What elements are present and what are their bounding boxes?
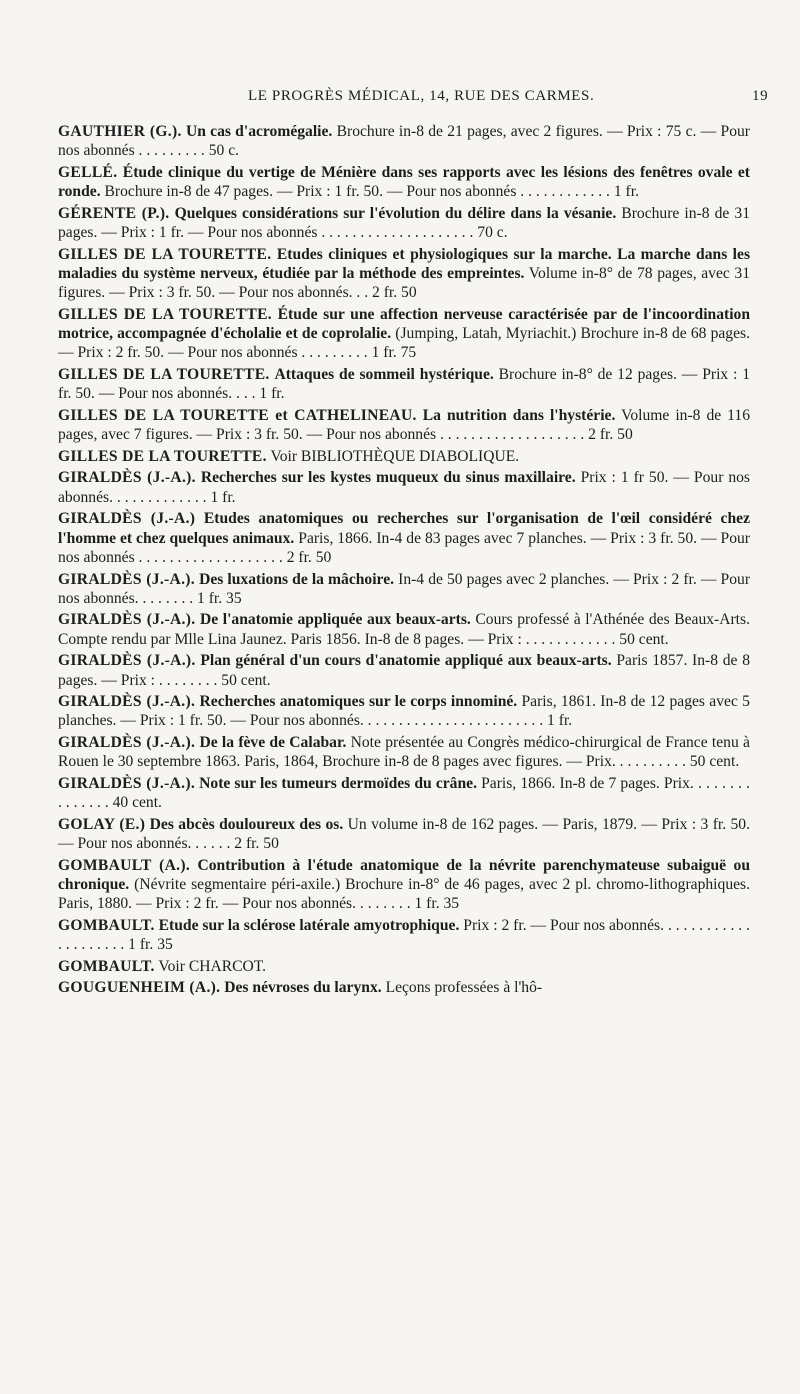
entry-title: Des abcès douloureux des os. bbox=[149, 815, 344, 833]
entry-title: La nutrition dans l'hystérie. bbox=[422, 406, 616, 424]
catalog-entry bbox=[58, 204, 750, 243]
entry-details: Prix : 1 fr 50. — Pour nos abonnés. . . . . . . . . . . . . 1 fr. bbox=[58, 469, 751, 506]
catalog-entry bbox=[58, 856, 750, 914]
entry-author: GÉRENTE (P.). bbox=[58, 204, 170, 222]
entry-title: Quelques considérations sur l'évolution du délire dans la vésanie. bbox=[174, 204, 617, 222]
catalog-entry bbox=[58, 610, 750, 649]
catalog-entry bbox=[58, 774, 750, 813]
catalog-entry bbox=[58, 916, 750, 955]
entry-title: Etudes anatomiques ou recherches sur l'organisation de l'œil considéré chez l'homme et chez quelques animaux. bbox=[58, 510, 750, 547]
entry-title: Etudes cliniques et physiologiques sur la marche. La marche dans les maladies du système nerveux, étudiée par la méthode des empreintes. bbox=[58, 245, 751, 282]
entry-author: GIRALDÈS (J.-A.). bbox=[58, 774, 196, 792]
entry-details: Paris 1857. In-8 de 8 pages. — Prix : . . . . . . . . 50 cent. bbox=[58, 652, 751, 689]
entry-details: Paris, 1866. In-8 de 7 pages. Prix. . . . . . . . . . . . . . . 40 cent. bbox=[58, 774, 750, 812]
entry-details: Cours professé à l'Athénée des Beaux-Arts. Compte rendu par Mlle Lina Jaunez. Paris 1856. In-8 de 8 pages. — Prix : . . . . . . . . . . . . 50 cent. bbox=[58, 611, 750, 648]
running-header bbox=[0, 86, 800, 110]
entry-details: Un volume in-8 de 162 pages. — Paris, 1879. — Prix : 3 fr. 50. — Pour nos abonnés. . . . . . 2 fr. 50 bbox=[58, 815, 751, 853]
entry-details: Voir BIBLIOTHÈQUE DIABOLIQUE. bbox=[270, 447, 520, 465]
entry-details: In-4 de 50 pages avec 2 planches. — Prix : 2 fr. — Pour nos abonnés. . . . . . . . 1 fr. 35 bbox=[58, 570, 751, 607]
entry-title: Note sur les tumeurs dermoïdes du crâne. bbox=[199, 774, 477, 792]
catalog-entry bbox=[58, 651, 750, 690]
catalog-entries bbox=[58, 122, 750, 1000]
entry-details: (Névrite segmentaire péri-axile.) Brochure in-8° de 46 pages, avec 2 pl. chromo-lithographiques. Paris, 1880. — Prix : 2 fr. — Pour nos abonnés. . . . . . . . 1 fr. 35 bbox=[58, 876, 750, 913]
entry-details: Brochure in-8 de 21 pages, avec 2 figures. — Prix : 75 c. — Pour nos abonnés . . . . . . . . . 50 c. bbox=[58, 123, 750, 160]
entry-title: Contribution à l'étude anatomique de la névrite parenchymateuse subaiguë ou chronique. bbox=[58, 856, 750, 894]
entry-author: GOMBAULT. bbox=[58, 957, 155, 975]
catalog-entry bbox=[58, 468, 750, 507]
entry-details: Brochure in-8 de 31 pages. — Prix : 1 fr. — Pour nos abonnés . . . . . . . . . . . . . . . . . . . . 70 c. bbox=[58, 204, 750, 242]
entry-author: GOMBAULT. bbox=[58, 916, 155, 934]
entry-title: Attaques de sommeil hystérique. bbox=[274, 366, 494, 384]
entry-details: Volume in-8° de 78 pages, avec 31 figures. — Prix : 3 fr. 50. — Pour nos abonnés. . . 2 fr. 50 bbox=[58, 264, 751, 302]
header-title: LE PROGRÈS MÉDICAL, 14, RUE DES CARMES. bbox=[248, 88, 595, 104]
catalog-entry bbox=[58, 570, 750, 609]
entry-details: (Jumping, Latah, Myriachit.) Brochure in-8 de 68 pages. — Prix : 2 fr. 50. — Pour nos abonnés . . . . . . . . . 1 fr. 75 bbox=[58, 325, 750, 362]
entry-author: GIRALDÈS (J.-A.). bbox=[58, 734, 196, 752]
entry-details: Paris, 1861. In-8 de 12 pages avec 5 planches. — Prix : 1 fr. 50. — Pour nos abonnés. . . . . . . . . . . . . . . . . . . . . . . . 1 fr. bbox=[58, 693, 750, 730]
entry-author: GOUGUENHEIM (A.). bbox=[58, 979, 221, 997]
catalog-entry bbox=[58, 815, 750, 854]
entry-title: Des névroses du larynx. bbox=[224, 979, 382, 997]
catalog-entry bbox=[58, 509, 750, 567]
entry-title: Recherches sur les kystes muqueux du sinus maxillaire. bbox=[200, 469, 576, 487]
entry-author: GILLES DE LA TOURETTE. bbox=[58, 447, 267, 465]
entry-title: Étude sur une affection nerveuse caractérisée par de l'incoordination motrice, accompagnée d'écholalie et de coprolalie. bbox=[58, 305, 751, 343]
entry-author: GIRALDÈS (J.-A.). bbox=[58, 570, 195, 588]
entry-author: GELLÉ. bbox=[58, 163, 118, 181]
entry-author: GILLES DE LA TOURETTE. bbox=[58, 366, 270, 384]
entry-title: Etude sur la sclérose latérale amyotrophique. bbox=[158, 916, 460, 934]
catalog-entry bbox=[58, 163, 750, 202]
entry-details: Brochure in-8 de 47 pages. — Prix : 1 fr. 50. — Pour nos abonnés . . . . . . . . . . . . 1 fr. bbox=[104, 183, 639, 201]
entry-details: Volume in-8 de 116 pages, avec 7 figures. — Prix : 3 fr. 50. — Pour nos abonnés . . . . . . . . . . . . . . . . . . . 2 fr. 50 bbox=[58, 406, 750, 444]
entry-title: De la fève de Calabar. bbox=[199, 734, 347, 752]
entry-author: GIRALDÈS (J.-A.). bbox=[58, 652, 196, 670]
entry-author: GILLES DE LA TOURETTE. bbox=[58, 305, 273, 323]
page-number: 19 bbox=[752, 88, 769, 104]
catalog-entry bbox=[58, 122, 750, 161]
entry-title: Étude clinique du vertige de Ménière dans ses rapports avec les lésions des fenêtres ovale et ronde. bbox=[58, 163, 750, 201]
entry-details: Voir CHARCOT. bbox=[158, 957, 267, 975]
entry-title: Des luxations de la mâchoire. bbox=[199, 570, 395, 588]
entry-title: Un cas d'acromégalie. bbox=[185, 123, 333, 140]
entry-details: Prix : 2 fr. — Pour nos abonnés. . . . . . . . . . . . . . . . . . . . . 1 fr. 35 bbox=[58, 916, 750, 954]
entry-details: Paris, 1866. In-4 de 83 pages avec 7 planches. — Prix : 3 fr. 50. — Pour nos abonnés . . . . . . . . . . . . . . . . . . . 2 fr. 50 bbox=[58, 529, 750, 566]
entry-details: Brochure in-8° de 12 pages. — Prix : 1 fr. 50. — Pour nos abonnés. . . . 1 fr. bbox=[58, 366, 750, 403]
catalog-entry bbox=[58, 957, 750, 976]
catalog-entry bbox=[58, 305, 750, 363]
entry-title: Plan général d'un cours d'anatomie appliqué aux beaux-arts. bbox=[200, 652, 612, 670]
entry-details: Leçons professées à l'hô- bbox=[385, 979, 543, 997]
entry-author: GIRALDÈS (J.-A.) bbox=[58, 510, 196, 528]
catalog-entry bbox=[58, 978, 750, 997]
catalog-entry bbox=[58, 692, 750, 731]
entry-author: GIRALDÈS (J.-A.). bbox=[58, 611, 196, 629]
entry-details: Note présentée au Congrès médico-chirurgical de France tenu à Rouen le 30 septembre 1863. Paris, 1864, Brochure in-8 de 8 pages avec figures. — Prix. . . . . . . . . . 50 cent. bbox=[58, 734, 750, 771]
catalog-entry bbox=[58, 245, 750, 303]
entry-author: GIRALDÈS (J.-A.). bbox=[58, 469, 196, 487]
entry-title: Recherches anatomiques sur le corps innominé. bbox=[199, 693, 518, 711]
entry-author: GILLES DE LA TOURETTE et CATHELINEAU. bbox=[58, 406, 417, 424]
entry-author: GOLAY (E.) bbox=[58, 815, 146, 833]
catalog-entry bbox=[58, 733, 750, 772]
catalog-entry bbox=[58, 406, 750, 445]
entry-author: GIRALDÈS (J.-A.). bbox=[58, 693, 196, 711]
catalog-entry bbox=[58, 447, 750, 466]
entry-author: GOMBAULT (A.). bbox=[58, 856, 191, 874]
entry-title: De l'anatomie appliquée aux beaux-arts. bbox=[200, 611, 471, 629]
entry-author: GILLES DE LA TOURETTE. bbox=[58, 245, 272, 263]
entry-author: GAUTHIER (G.). bbox=[58, 123, 182, 140]
catalog-entry bbox=[58, 365, 750, 404]
